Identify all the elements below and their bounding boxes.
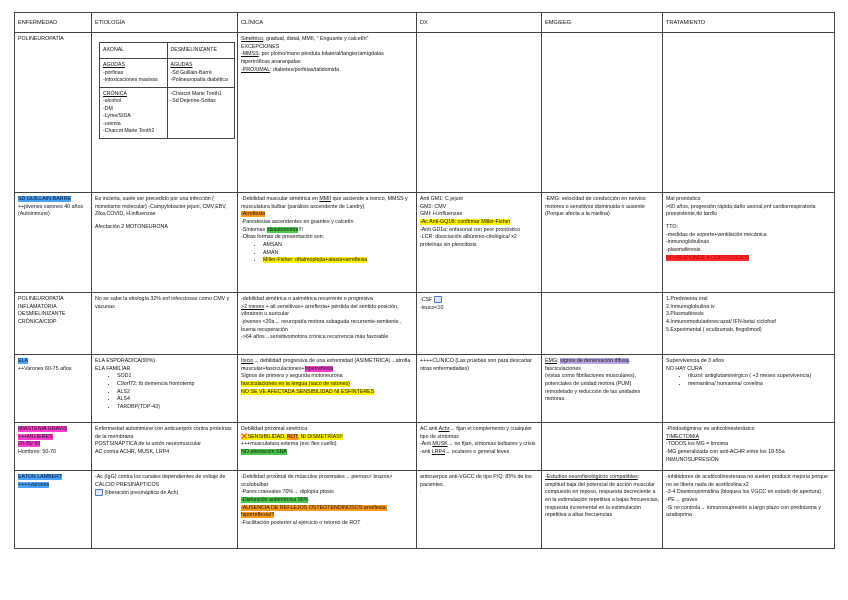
header-emg-eeg: EMG/EEG bbox=[542, 13, 663, 33]
header-dx: DX bbox=[417, 13, 542, 33]
cell-etiologia: ELA ESPORÁDICA(90%) ELA FAMILIAR • SOD1 • C9orf72: tb demencia frontotemp • ALS2 • ALS4 • TARDBP(TDP-43) bbox=[92, 355, 238, 423]
cell-dx: -CSF -leuco<10 bbox=[417, 293, 542, 355]
cell-etiologia: Enfermedad autoinmune con anticuerpos contra proteínas de la membrana POSTSINÁPTICA de la unión neuromuscular AC contra ACHR, MUSK, LRP4 bbox=[92, 423, 238, 471]
desmielinizante-agudas: AGUDAS -Sd Guillain-Barré -Polineuropatía diabética bbox=[167, 59, 235, 88]
disease-name: EATON LAMBERT bbox=[18, 474, 63, 480]
disease-name: POLINEUROPATÍA INFLAMATORIA DESMIELINIZANTE CRÓNICA/CIDP bbox=[18, 296, 66, 326]
cell-enfermedad: SD GUILLAIN-BARRE ++jóvenes varones 40 años (Autoinmune) bbox=[15, 193, 92, 293]
header-row bbox=[15, 13, 835, 33]
header-etiologia: ETIOLOGÍA bbox=[92, 13, 238, 33]
disease-name: SD GUILLAIN-BARRE bbox=[18, 196, 71, 202]
subtable-header-desmielinizante: DESMIELINIZANTE bbox=[167, 43, 235, 59]
cell-tratamiento: -Piridostigmina: es anticolinesterásico TIMECTOMIA -TODOS los MG = timoma -MG generalizada con anti-ACHR entre los 18-55a INMUNOSUPRESIÓN bbox=[663, 423, 835, 471]
cell-etiologia: Es incierta, suele ser precedido por una infección ( mimetismo molecular) -Campylobacter jejuni, CMV,EBV, Zika,COVID, H.influenzae Afectación 2 MOTONEURONA bbox=[92, 193, 238, 293]
disease-name: ELA bbox=[18, 358, 29, 364]
cell-clinica: Inicio→ debilidad progresiva de una extremidad (ASIMÉTRICA)→atrofia muscular+fasciculaciones+hiperreflexia Signos de primera y segunda motoneurona fasciculaciones en la lengua (saco de ratones) NO SE VE AFECTADA SENSIBILIDAD NI ESFÍNTERES bbox=[238, 355, 417, 423]
list-item: • ALS2 bbox=[117, 389, 234, 397]
table-row-ela bbox=[15, 355, 835, 423]
cell-dx: ++++CLÍNICO (Las pruebas son para descartar otras enfermedades) bbox=[417, 355, 542, 423]
header-enfermedad: ENFERMEDAD bbox=[15, 13, 92, 33]
cell-dx: anticuerpos anti-VGCC de tipo P/Q: 85% de los pacientes. . bbox=[417, 471, 542, 549]
cell-clinica: -Debilidad proximal de músculos proximales→ piernas> brazos> oculobulbar -Pares craneales 70%→ diplopía ptosis -Disfunción autonómica 95% -AUSENCIA DE REFLEJOS OSTEOTENDINOSOS:arreflexia, hiporreflexia!!! -Facilitación posterior al ejercicio o retorno de ROT bbox=[238, 471, 417, 549]
cell-tratamiento: Supervivencia de 3 años NO HAY CURA • riluzol: antiglutaminérgico ( +3 meses supervivencia) • memantina/ humanina/ covelina bbox=[663, 355, 835, 423]
cell-dx bbox=[417, 33, 542, 193]
list-item: • AMAN bbox=[263, 250, 413, 258]
cell-emg bbox=[542, 293, 663, 355]
note-icon bbox=[95, 489, 103, 496]
etiology-subtable bbox=[99, 42, 235, 139]
table-row-cidp bbox=[15, 293, 835, 355]
table-row-polineuropatia bbox=[15, 33, 835, 193]
list-item: • AMSAN bbox=[263, 242, 413, 250]
list-item: • Miller-Fisher: oftalmoplejía+ataxia+arreflexia bbox=[263, 257, 413, 265]
cell-enfermedad: MIASTENIA GRAVIS +++MUJERES 20-30/ 60 Hombres: 50-70 bbox=[15, 423, 92, 471]
cell-emg: -EMG: velocidad de conducción en nervios motores o sensitivos disminuida o ausente (Porque afecta a la mielina) bbox=[542, 193, 663, 293]
header-tratamiento: TRATAMIENTO bbox=[663, 13, 835, 33]
list-item: • ALS4 bbox=[117, 396, 234, 404]
page bbox=[14, 12, 834, 549]
table-row-eaton-lambert bbox=[15, 471, 835, 549]
cell-enfermedad bbox=[15, 293, 92, 355]
cell-emg: -Estudios neurofisiológicos compatibles: amplitud baja del potencial de acción muscular compuesto en reposo, respuesta decreciente a en la estimulación repetitiva a bajas frecuencias, respuesta incremental en la estimulación repetitiva a altas frecuencias bbox=[542, 471, 663, 549]
cell-clinica: Simétrico, gradual, distal, MMII, " Enguante y calcetín" EXCEPCIONES -MMSS: por plomo/mano péndula bilateral/tangier/amígdalas hipertróficas anaranjadas -PROXIMAL: diabetes/porfirias/talidomida bbox=[238, 33, 417, 193]
cell-emg bbox=[542, 423, 663, 471]
note-icon bbox=[434, 296, 442, 303]
cell-tratamiento bbox=[663, 33, 835, 193]
cell-tratamiento: -inhibidores de acetilcolinesterasa no suelen producir mejoría porque no se libera nada de acetilcolina x2 -3-4 Diaminopirimidina (bloquea los VGCC en estado de apertura) -PE→ graves -Si no controla→ inmunosupresión a largo plazo con prednisona y azatioprina bbox=[663, 471, 835, 549]
cell-enfermedad bbox=[15, 33, 92, 193]
cell-enfermedad: ELA ++Varones 60-75 años bbox=[15, 355, 92, 423]
cell-clinica: Debilidad proximal simétrica ❌SENSIBILIDAD, ROT, NI DISMETRÍAS!! +++musculatura externa (exc flex cuello) NO afectación SNA bbox=[238, 423, 417, 471]
cell-dx: AC anti Achr→ fijan el complemento y cualquier tipo de síntomas -Anti MUSK→ no fijan, síntomas bulbares y crisis -anti LRP4→ oculares o general leves bbox=[417, 423, 542, 471]
cell-tratamiento: Mal pronóstico >60 años, progresión rápida,daño axonal,enf cardiorrespiratoria preexistente,tto tardío TTO: -medidas de soporte+ventilación mecánica -inmunoglobulinas -plasmaféresis NO RESPONDE A CORTICOIDES! bbox=[663, 193, 835, 293]
desmielinizante-cronica: -Charcot Marie Tooth1 -Sd Dejerine-Sottas bbox=[167, 87, 235, 138]
list-item: • riluzol: antiglutaminérgico ( +3 meses supervivencia) bbox=[688, 373, 831, 381]
list-item: • C9orf72: tb demencia frontotemp bbox=[117, 381, 234, 389]
list-item: • memantina/ humanina/ covelina bbox=[688, 381, 831, 389]
disease-name: MIASTENIA GRAVIS bbox=[18, 426, 68, 432]
axonal-cronica: CRÓNICA -alcohol -DM -Lyme/SIDA -uremia -Charcot Marie Tooth2 bbox=[100, 87, 168, 138]
table-row-miastenia bbox=[15, 423, 835, 471]
cell-enfermedad: EATON LAMBERT ++++varones bbox=[15, 471, 92, 549]
list-item: • TARDBP(TDP-43) bbox=[117, 404, 234, 412]
disease-name: POLINEUROPATÍA bbox=[18, 36, 64, 42]
cell-emg: EMG: signos de denervación difusa, fasciculaciones (vistas como fibrilaciones musculares), potenciales de unidad motora (PUM) remodelado y reducción de las unidades motoras. bbox=[542, 355, 663, 423]
cell-clinica: -Debilidad muscular simétrica en MMII que asciende a tronco, MMSS y musculatura bulbar (parálisis ascendente de Landry) -Arreflexia -Parestesias ascendentes en guantes y calcetín -Síntomas disautonomía!!! -Otras formas de presentación son: • AMSAN • AMAN • Miller-Fisher: oftalmoplejía+ataxia+arreflexia bbox=[238, 193, 417, 293]
subtable-header-axonal: AXONAL bbox=[100, 43, 168, 59]
cell-etiologia: No se sabe la etiología 32% enf infecciosas como CMV y vacunas bbox=[92, 293, 238, 355]
cell-emg bbox=[542, 33, 663, 193]
cell-dx: Anti GM1: C.jejuni GM2: CMV GMI: H.influenzae -Ac Anti-GQ1B: confirmar Miller-Fisher -Anti GD1a: enfaxonal con peor pronóstico -LCR: disociación albúmino-citológica/ x2 proteínas sin pleocitosis bbox=[417, 193, 542, 293]
list-item: • SOD1 bbox=[117, 373, 234, 381]
table-row-guillain-barre bbox=[15, 193, 835, 293]
cell-etiologia: -Ac (IgG) contra los canales dependientes de voltaje de CALCIO PRESINÁPTICOS (liberación presináptica de Ach) bbox=[92, 471, 238, 549]
cell-tratamiento: 1.Prednisona oral 2.Inmunoglobulina iv 3.Plasmaféresis 4.Inmunomoduladores:azat/ IFN-beta/ ciclofosf 5.Experimental ( eculizumab, fingolimod) bbox=[663, 293, 835, 355]
cell-clinica: -debilidad simétrica o asimétrica recurrente o progresiva >2 meses + alt sensitivas+ arreflexia+ pérdida del sentido posición, vibratorio u auricular -jóvenes <20a→ neuropatía motora subaguda recurrente-remitente , buena recuperación ->64 años→sensitivomotora crónica recurrencia más favorable bbox=[238, 293, 417, 355]
axonal-agudas: AGUDAS -porfirias -intoxicaciones masivas bbox=[100, 59, 168, 88]
cell-etiologia bbox=[92, 33, 238, 193]
header-clinica: CLÍNICA bbox=[238, 13, 417, 33]
disease-table bbox=[14, 12, 835, 549]
